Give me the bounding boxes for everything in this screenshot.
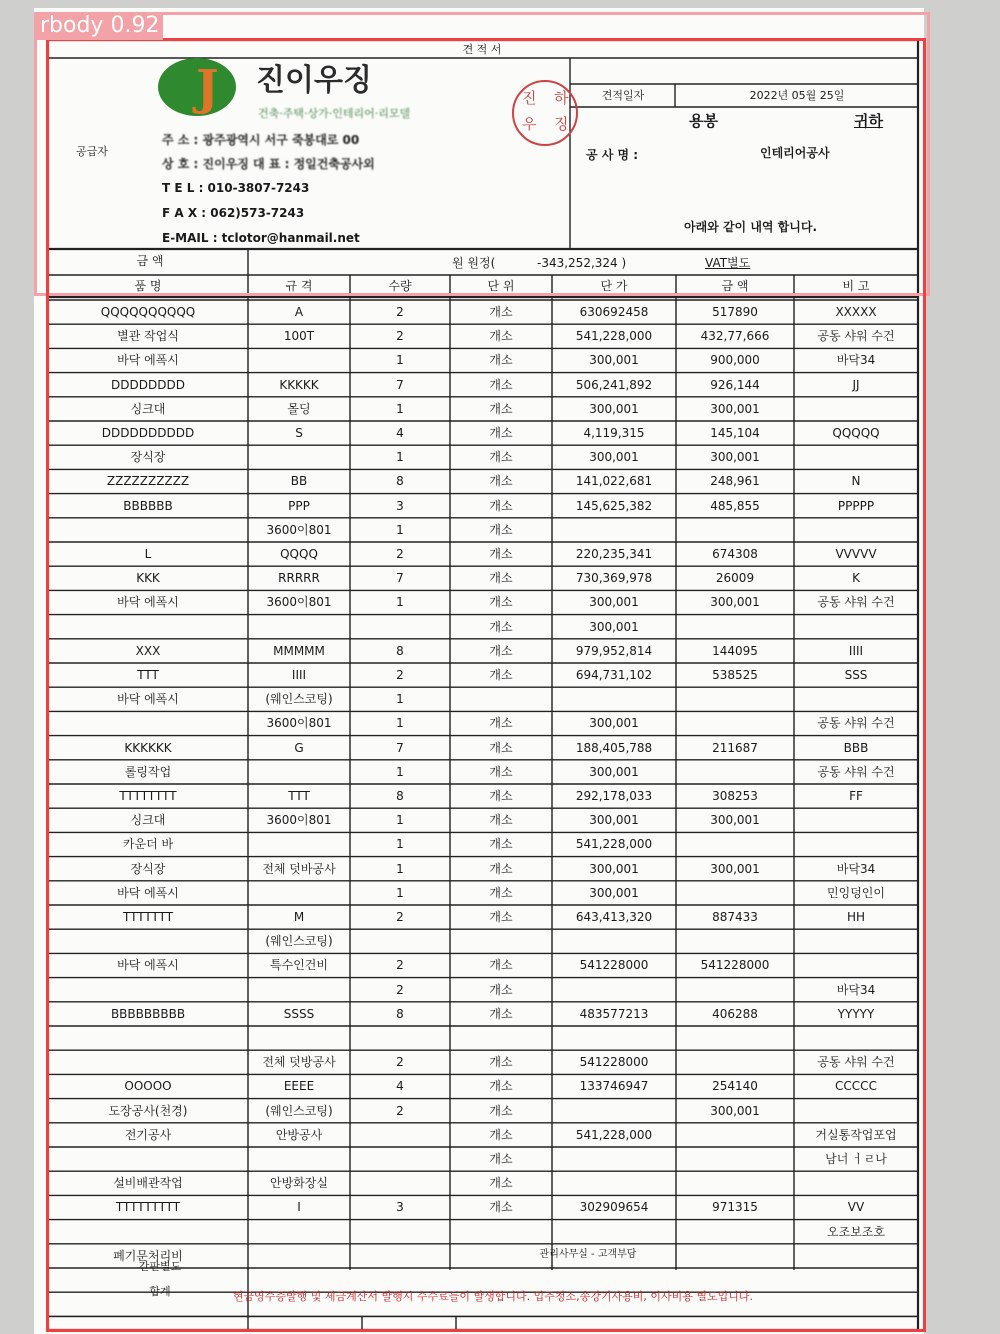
table-cell: 141,022,681	[575, 474, 653, 489]
table-cell: 개소	[489, 595, 513, 610]
table-cell: 몰딩	[287, 401, 311, 416]
table-cell: 506,241,892	[575, 377, 653, 392]
table-cell: PPPPP	[837, 498, 875, 513]
table-cell: FF	[849, 789, 863, 803]
column-header: 수량	[388, 279, 412, 293]
table-cell: 장식장	[130, 450, 166, 465]
table-cell: 3600이801	[266, 595, 332, 610]
table-cell: N	[851, 474, 861, 489]
table-cell: 300,001	[589, 450, 639, 465]
project-name: 인테리어공사	[760, 146, 830, 160]
table-cell: 300,001	[710, 1103, 760, 1118]
table-cell: 300,001	[589, 716, 639, 731]
table-cell: 220,235,341	[575, 547, 653, 561]
table-cell: 730,369,978	[575, 571, 653, 586]
table-cell: 개소	[489, 910, 513, 924]
amount-value: -343,252,324 )	[537, 256, 627, 270]
table-cell: 개소	[489, 547, 513, 561]
table-cell: 4	[396, 1079, 404, 1094]
table-cell: TTTTTTTTT	[115, 1200, 181, 1215]
table-cell: MMMMM	[273, 643, 325, 658]
column-header: 규 격	[285, 279, 313, 293]
table-cell: 144095	[712, 643, 758, 658]
table-cell: 개소	[489, 401, 513, 416]
table-cell: 3600이801	[266, 716, 332, 731]
vat-note: VAT별도	[705, 256, 751, 270]
table-cell: 싱크대	[130, 813, 166, 828]
table-cell: 300,001	[710, 861, 760, 876]
table-cell: VV	[847, 1200, 865, 1215]
notice-text: 아래와 같이 내역 합니다.	[684, 220, 818, 234]
table-cell: CCCCC	[835, 1079, 877, 1094]
company-name: 진이우징	[256, 63, 372, 98]
table-cell: HH	[846, 910, 866, 924]
table-cell: 1	[396, 813, 404, 828]
table-cell: QQQQQ	[832, 426, 880, 440]
table-cell: 개소	[489, 1200, 513, 1215]
table-cell: 406288	[712, 1006, 758, 1021]
table-cell: 2	[396, 958, 404, 973]
table-cell: 674308	[712, 547, 758, 561]
table-cell: A	[294, 305, 304, 319]
table-cell: 292,178,033	[575, 789, 653, 803]
table-cell: 별관 작업식	[117, 329, 179, 344]
footer-note: 현금영수증발행 및 세금계산서 발행시 수수료들이 발생합니다. 입주청소,송강기사용비, 이사비용 별도입니다.	[232, 1290, 754, 1303]
quote-date: 2022년 05월 25일	[749, 89, 845, 102]
table-cell: BBB	[843, 740, 869, 755]
table-cell: QQQQQQQQQQ	[100, 305, 196, 319]
table-cell: 폐기문처리비	[113, 1248, 183, 1263]
recipient-honorific: 귀하	[854, 112, 883, 130]
table-cell: 설비배관작업	[113, 1176, 183, 1191]
table-cell: 오조보조호	[827, 1224, 885, 1239]
table-cell: 공동 샤워 수건	[817, 1055, 895, 1070]
table-cell: 300,001	[589, 885, 639, 900]
supplier-tel: T E L : 010-3807-7243	[162, 181, 310, 195]
table-cell: 개소	[489, 329, 513, 344]
table-cell: 1	[396, 692, 404, 707]
supplier-fax: F A X : 062)573-7243	[162, 206, 305, 220]
table-cell: 2	[396, 982, 404, 997]
table-cell: 900,000	[710, 353, 760, 368]
table-cell: TTTTTTT	[122, 910, 174, 924]
table-cell: BBBBBB	[123, 498, 173, 513]
table-cell: 643,413,320	[575, 910, 653, 924]
table-cell: 248,961	[710, 474, 760, 489]
table-cell: 개소	[489, 619, 513, 634]
table-cell: 바닥34	[836, 353, 876, 368]
table-cell: YYYYY	[837, 1006, 875, 1021]
supplier-label: 공급자	[76, 145, 108, 158]
table-cell: 2	[396, 305, 404, 319]
table-cell: 300,001	[710, 813, 760, 828]
table-cell: 302909654	[579, 1200, 649, 1215]
table-cell: 2	[396, 329, 404, 344]
management-note: 관리사무실 - 고객부담	[539, 1249, 637, 1260]
table-cell: IIII	[291, 668, 307, 682]
table-cell: 300,001	[589, 619, 639, 634]
table-cell: VVVVV	[835, 547, 877, 561]
table-cell: 개소	[489, 1152, 513, 1166]
table-cell: 바닥 에폭시	[117, 353, 179, 368]
table-cell: 4,119,315	[583, 426, 645, 440]
table-cell: 211687	[712, 740, 758, 755]
total-label: 합계	[149, 1285, 171, 1298]
table-cell: 1	[396, 353, 404, 368]
table-cell: 개소	[489, 740, 513, 755]
table-cell: 26009	[715, 571, 755, 586]
table-cell: 133746947	[579, 1079, 649, 1094]
table-cell: 1	[396, 764, 404, 779]
column-header: 품 명	[134, 279, 162, 293]
table-cell: 3600이801	[266, 813, 332, 828]
table-cell: 개소	[489, 1079, 513, 1094]
detection-label: rbody 0.92	[36, 12, 163, 40]
table-cell: 전기공사	[124, 1127, 172, 1142]
company-logo-letter: J	[196, 60, 219, 116]
table-cell: 바닥 에폭시	[117, 595, 179, 610]
supplier-address: 주 소 : 광주광역시 서구 죽봉대로 00	[162, 133, 360, 147]
table-cell: EEEE	[283, 1079, 315, 1094]
table-cell: 1	[396, 837, 404, 852]
table-cell: 개소	[489, 522, 513, 537]
column-header: 비 고	[842, 279, 870, 293]
table-cell: SSSS	[283, 1006, 315, 1021]
table-cell: TTT	[137, 668, 159, 682]
table-cell: 개소	[489, 353, 513, 368]
table-cell: I	[297, 1200, 301, 1215]
table-cell: 483577213	[579, 1006, 649, 1021]
table-cell: 188,405,788	[575, 740, 653, 755]
table-cell: KKKKK	[279, 377, 319, 392]
table-cell: 541,228,000	[575, 1127, 653, 1142]
table-cell: TTT	[288, 789, 310, 803]
table-cell: RRRRR	[278, 571, 320, 586]
table-cell: 안방화장실	[270, 1176, 328, 1191]
table-cell: 1	[396, 861, 404, 876]
table-cell: 300,001	[710, 401, 760, 416]
supplier-representative: 상 호 : 진이우징 대 표 : 정일건축공사외	[162, 157, 375, 171]
table-cell: 개소	[489, 668, 513, 682]
table-cell: KKKKKK	[124, 740, 172, 755]
table-cell: 541228000	[700, 958, 770, 973]
project-label: 공 사 명 :	[586, 148, 639, 162]
table-cell: 7	[396, 571, 404, 586]
table-cell: 장식장	[130, 861, 166, 876]
table-cell: 개소	[489, 426, 513, 440]
table-cell: 300,001	[589, 764, 639, 779]
table-cell: 1	[396, 595, 404, 610]
table-cell: 300,001	[710, 450, 760, 465]
table-cell: 300,001	[589, 595, 639, 610]
company-tagline: 건축·주택·상가·인테리어·리모델	[258, 107, 411, 120]
table-cell: 바닥 에폭시	[117, 958, 179, 973]
table-cell: 300,001	[589, 861, 639, 876]
table-cell: 바닥 에폭시	[117, 885, 179, 900]
table-cell: 300,001	[589, 813, 639, 828]
table-cell: 1	[396, 401, 404, 416]
table-cell: 공동 샤워 수건	[817, 764, 895, 779]
amount-text: 원 원정(	[452, 256, 496, 270]
table-cell: JJ	[852, 377, 860, 392]
table-cell: 개소	[489, 643, 513, 658]
table-cell: 개소	[489, 571, 513, 586]
table-cell: 개소	[489, 813, 513, 828]
table-cell: (웨인스코팅)	[265, 934, 333, 949]
table-cell: 개소	[489, 1055, 513, 1070]
table-cell: 254140	[712, 1079, 758, 1094]
table-cell: 3600이801	[266, 522, 332, 537]
table-cell: 공동 샤워 수건	[817, 595, 895, 610]
table-cell: 8	[396, 474, 404, 489]
recipient-name: 용봉	[689, 112, 718, 130]
table-cell: 541,228,000	[575, 837, 653, 852]
table-cell: 안방공사	[275, 1127, 323, 1142]
table-cell: 300,001	[589, 353, 639, 368]
column-header: 단 위	[487, 279, 515, 293]
table-cell: 971315	[712, 1200, 758, 1215]
table-cell: 전체 덧방공사	[262, 1055, 336, 1070]
table-cell: 개소	[489, 837, 513, 852]
table-cell: 7	[396, 740, 404, 755]
document-title: 견 적 서	[462, 43, 502, 56]
table-cell: 개소	[489, 498, 513, 513]
table-cell: TTTTTTTT	[119, 789, 177, 803]
table-cell: 개소	[489, 764, 513, 779]
table-cell: OOOOO	[124, 1079, 172, 1094]
table-cell: 도장공사(천경)	[108, 1103, 188, 1118]
column-header: 금 액	[721, 279, 749, 293]
stamp-char-3: 우	[522, 115, 537, 133]
table-cell: 남너 ㅓㄹ나	[825, 1152, 887, 1166]
table-cell: 개소	[489, 1127, 513, 1142]
table-cell: 145,625,382	[575, 498, 653, 513]
table-cell: 카운더 바	[122, 837, 174, 852]
table-cell: 민잉덩인이	[827, 885, 885, 900]
table-cell: 517890	[712, 305, 758, 319]
table-cell: 1	[396, 522, 404, 537]
table-cell: 바닥34	[836, 982, 876, 997]
table-cell: 541,228,000	[575, 329, 653, 344]
table-cell: G	[294, 740, 304, 755]
table-cell: 300,001	[589, 401, 639, 416]
table-cell: ZZZZZZZZZZ	[106, 474, 190, 489]
table-cell: 926,144	[710, 377, 760, 392]
table-cell: 308253	[712, 789, 758, 803]
table-cell: 2	[396, 547, 404, 561]
table-cell: 485,855	[710, 498, 760, 513]
stamp-char-2: 하	[554, 89, 569, 107]
table-cell: 2	[396, 1103, 404, 1118]
table-cell: L	[144, 547, 152, 561]
table-cell: BBBBBBBBB	[110, 1006, 186, 1021]
table-cell: 1	[396, 885, 404, 900]
table-cell: 432,77,666	[700, 329, 770, 344]
table-cell: 7	[396, 377, 404, 392]
table-cell: 거실통작업포업	[815, 1127, 897, 1142]
table-cell: 바닥34	[836, 861, 876, 876]
table-cell: 8	[396, 1006, 404, 1021]
table-cell: 개소	[489, 1103, 513, 1118]
row-kanpan: 간판별도	[138, 1260, 182, 1273]
table-cell: 전체 덧바공사	[262, 861, 336, 876]
table-cell: XXXXX	[835, 305, 877, 319]
table-cell: 개소	[489, 958, 513, 973]
table-cell: 공동 샤워 수건	[817, 716, 895, 731]
table-cell: 1	[396, 716, 404, 731]
table-cell: 100T	[283, 329, 315, 344]
table-cell: 싱크대	[130, 401, 166, 416]
table-cell: KKK	[136, 571, 160, 586]
table-cell: 2	[396, 1055, 404, 1070]
table-cell: K	[852, 571, 860, 586]
table-cell: 1	[396, 450, 404, 465]
supplier-email: E-MAIL : tclotor@hanmail.net	[162, 231, 360, 245]
amount-label: 금 액	[136, 254, 164, 268]
table-cell: 개소	[489, 474, 513, 489]
table-cell: 541228000	[579, 1055, 649, 1070]
table-cell: 바닥 에폭시	[117, 692, 179, 707]
table-cell: 8	[396, 643, 404, 658]
table-cell: 개소	[489, 789, 513, 803]
table-cell: 공동 샤워 수건	[817, 329, 895, 344]
table-cell: 개소	[489, 305, 513, 319]
table-cell: 541228000	[579, 958, 649, 973]
table-cell: 300,001	[710, 595, 760, 610]
table-cell: 개소	[489, 885, 513, 900]
table-cell: 979,952,814	[575, 643, 653, 658]
table-cell: 개소	[489, 1006, 513, 1021]
column-header: 단 가	[600, 279, 628, 293]
table-cell: DDDDDDDDDD	[101, 426, 195, 440]
table-cell: 3	[396, 498, 404, 513]
stamp-char-1: 진	[522, 89, 537, 107]
table-cell: IIII	[848, 643, 864, 658]
stamp-char-4: 징	[554, 115, 569, 133]
table-cell: 개소	[489, 450, 513, 465]
table-cell: PPP	[288, 498, 310, 513]
table-cell: DDDDDDDD	[111, 377, 185, 392]
table-cell: 4	[396, 426, 404, 440]
table-cell: 개소	[489, 982, 513, 997]
table-cell: BB	[290, 474, 308, 489]
table-cell: (웨인스코팅)	[265, 692, 333, 707]
table-cell: 개소	[489, 716, 513, 731]
quote-date-label: 견적일자	[601, 89, 645, 102]
table-cell: 630692458	[579, 305, 649, 319]
table-cell: QQQQ	[280, 547, 318, 561]
table-cell: XXX	[135, 643, 161, 658]
table-cell: (웨인스코팅)	[265, 1103, 333, 1118]
table-cell: S	[295, 426, 303, 440]
table-cell: 2	[396, 910, 404, 924]
table-cell: 개소	[489, 377, 513, 392]
table-cell: 887433	[712, 910, 758, 924]
table-cell: 2	[396, 668, 404, 682]
table-cell: 개소	[489, 1176, 513, 1191]
table-cell: SSS	[844, 668, 868, 682]
table-cell: 8	[396, 789, 404, 803]
table-cell: 특수인건비	[270, 958, 328, 973]
detection-box-body	[46, 38, 926, 1332]
table-cell: M	[293, 910, 305, 924]
table-cell: 694,731,102	[575, 668, 653, 682]
table-cell: 145,104	[710, 426, 760, 440]
table-cell: 3	[396, 1200, 404, 1215]
table-cell: 개소	[489, 861, 513, 876]
table-cell: 롤링작업	[124, 764, 172, 779]
table-cell: 538525	[712, 668, 758, 682]
